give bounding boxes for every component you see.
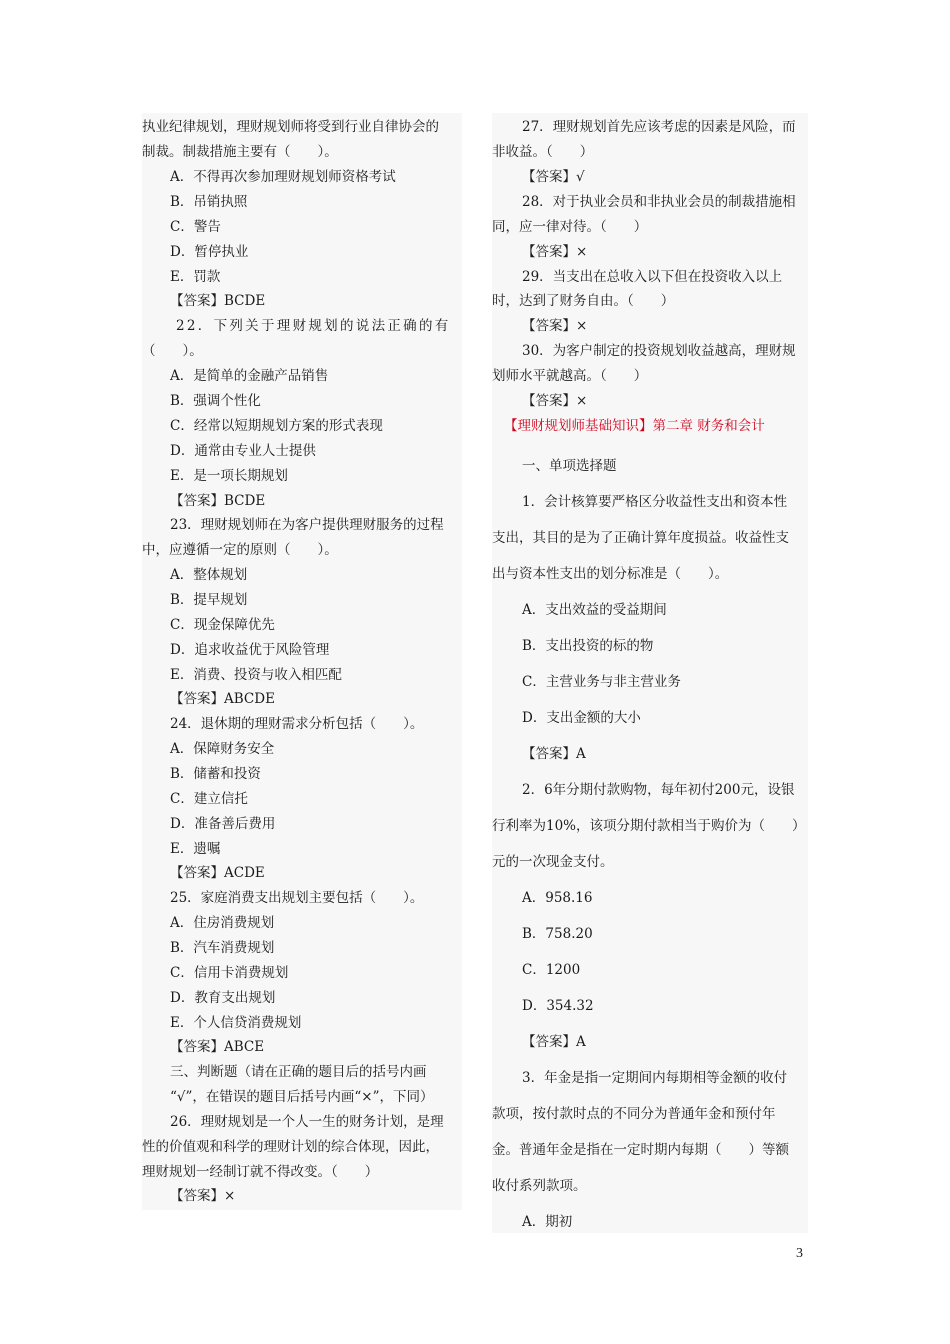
text-line: 划师水平就越高。（ ）: [492, 368, 648, 384]
answer-line: 【答案】√: [522, 169, 585, 185]
chapter-heading: 【理财规划师基础知识】第二章 财务和会计: [504, 418, 765, 434]
question-line: 30．为客户制定的投资规划收益越高，理财规: [522, 343, 796, 359]
option-line: C．主营业务与非主营业务: [522, 674, 681, 690]
right-column: [492, 113, 808, 1233]
option-line: D．通常由专业人士提供: [170, 443, 316, 459]
option-line: D．暂停执业: [170, 244, 249, 260]
section-heading: 三、判断题（请在正确的题目后的括号内画: [170, 1064, 427, 1080]
option-line: A．住房消费规划: [170, 915, 275, 931]
option-line: A．支出效益的受益期间: [522, 602, 667, 618]
text-line: 金。普通年金是指在一定时期内每期（ ）等额: [492, 1142, 789, 1158]
option-line: B．储蓄和投资: [170, 766, 261, 782]
text-line: 支出，其目的是为了正确计算年度损益。收益性支: [492, 530, 789, 546]
answer-line: 【答案】BCDE: [170, 493, 266, 509]
text-line: 款项，按付款时点的不同分为普通年金和预付年: [492, 1106, 776, 1122]
option-line: E．消费、投资与收入相匹配: [170, 667, 342, 683]
question-line: 1．会计核算要严格区分收益性支出和资本性: [522, 494, 788, 510]
left-column: [142, 113, 462, 1210]
text-line: 非收益。（ ）: [492, 144, 594, 160]
answer-line: 【答案】BCDE: [170, 293, 266, 309]
question-line: 3．年金是指一定期间内每期相等金额的收付: [522, 1070, 788, 1086]
question-line: 25．家庭消费支出规划主要包括（ ）。: [170, 890, 424, 906]
option-line: A．期初: [522, 1214, 573, 1230]
option-line: A．整体规划: [170, 567, 248, 583]
question-line: 22．下列关于理财规划的说法正确的有: [176, 318, 451, 334]
question-line: 26．理财规划是一个人一生的财务计划，是理: [170, 1114, 444, 1130]
option-line: D．支出金额的大小: [522, 710, 641, 726]
text-line: 理财规划一经制订就不得改变。（ ）: [142, 1164, 379, 1180]
text-line: 收付系列款项。: [492, 1178, 587, 1194]
option-line: B．吊销执照: [170, 194, 248, 210]
answer-line: 【答案】A: [522, 1034, 586, 1050]
option-line: A．958.16: [522, 890, 593, 906]
text-line: 中，应遵循一定的原则（ ）。: [142, 542, 338, 558]
text-line: 时，达到了财务自由。（ ）: [492, 293, 675, 309]
option-line: D．教育支出规划: [170, 990, 276, 1006]
question-line: 28．对于执业会员和非执业会员的制裁措施相: [522, 194, 796, 210]
option-line: C．建立信托: [170, 791, 248, 807]
text-line: 执业纪律规划，理财规划师将受到行业自律协会的: [142, 119, 439, 135]
page-number: 3: [796, 1246, 803, 1261]
option-line: B．支出投资的标的物: [522, 638, 654, 654]
text-line: 制裁。制裁措施主要有（ ）。: [142, 144, 338, 160]
option-line: D．准备善后费用: [170, 816, 276, 832]
option-line: D．354.32: [522, 998, 594, 1014]
question-line: 23．理财规划师在为客户提供理财服务的过程: [170, 517, 444, 533]
option-line: C．1200: [522, 962, 581, 978]
option-line: C．经常以短期规划方案的形式表现: [170, 418, 383, 434]
option-line: E．遗嘱: [170, 841, 221, 857]
text-line: 性的价值观和科学的理财计划的综合体现，因此，: [142, 1139, 439, 1155]
answer-line: 【答案】A: [522, 746, 586, 762]
option-line: A．不得再次参加理财规划师资格考试: [170, 169, 396, 185]
option-line: A．保障财务安全: [170, 741, 275, 757]
option-line: A．是简单的金融产品销售: [170, 368, 329, 384]
text-line: 元的一次现金支付。: [492, 854, 614, 870]
text-line: （ ）。: [142, 343, 203, 359]
question-line: 2．6年分期付款购物，每年初付200元，设银: [522, 782, 795, 798]
text-line: 出与资本性支出的划分标准是（ ）。: [492, 566, 729, 582]
question-line: 27．理财规划首先应该考虑的因素是风险，而: [522, 119, 796, 135]
option-line: B．强调个性化: [170, 393, 261, 409]
option-line: B．汽车消费规划: [170, 940, 275, 956]
question-line: 24．退休期的理财需求分析包括（ ）。: [170, 716, 424, 732]
option-line: C．现金保障优先: [170, 617, 275, 633]
option-line: B．提早规划: [170, 592, 248, 608]
answer-line: 【答案】×: [170, 1188, 236, 1204]
text-line: 同，应一律对待。（ ）: [492, 219, 648, 235]
answer-line: 【答案】ABCE: [170, 1039, 265, 1055]
answer-line: 【答案】ABCDE: [170, 691, 275, 707]
answer-line: 【答案】×: [522, 393, 588, 409]
section-heading: 一、单项选择题: [522, 458, 617, 474]
question-line: 29．当支出在总收入以下但在投资收入以上: [522, 269, 783, 285]
option-line: E．个人信贷消费规划: [170, 1015, 302, 1031]
option-line: C．信用卡消费规划: [170, 965, 289, 981]
answer-line: 【答案】×: [522, 244, 588, 260]
option-line: B．758.20: [522, 926, 593, 942]
answer-line: 【答案】×: [522, 318, 588, 334]
option-line: C．警告: [170, 219, 221, 235]
option-line: E．罚款: [170, 269, 221, 285]
text-line: 行利率为10%，该项分期付款相当于购价为（ ）: [492, 818, 806, 834]
option-line: D．追求收益优于风险管理: [170, 642, 330, 658]
text-line: “√”，在错误的题目后括号内画“×”，下同）: [170, 1089, 434, 1105]
answer-line: 【答案】ACDE: [170, 865, 265, 881]
option-line: E．是一项长期规划: [170, 468, 288, 484]
